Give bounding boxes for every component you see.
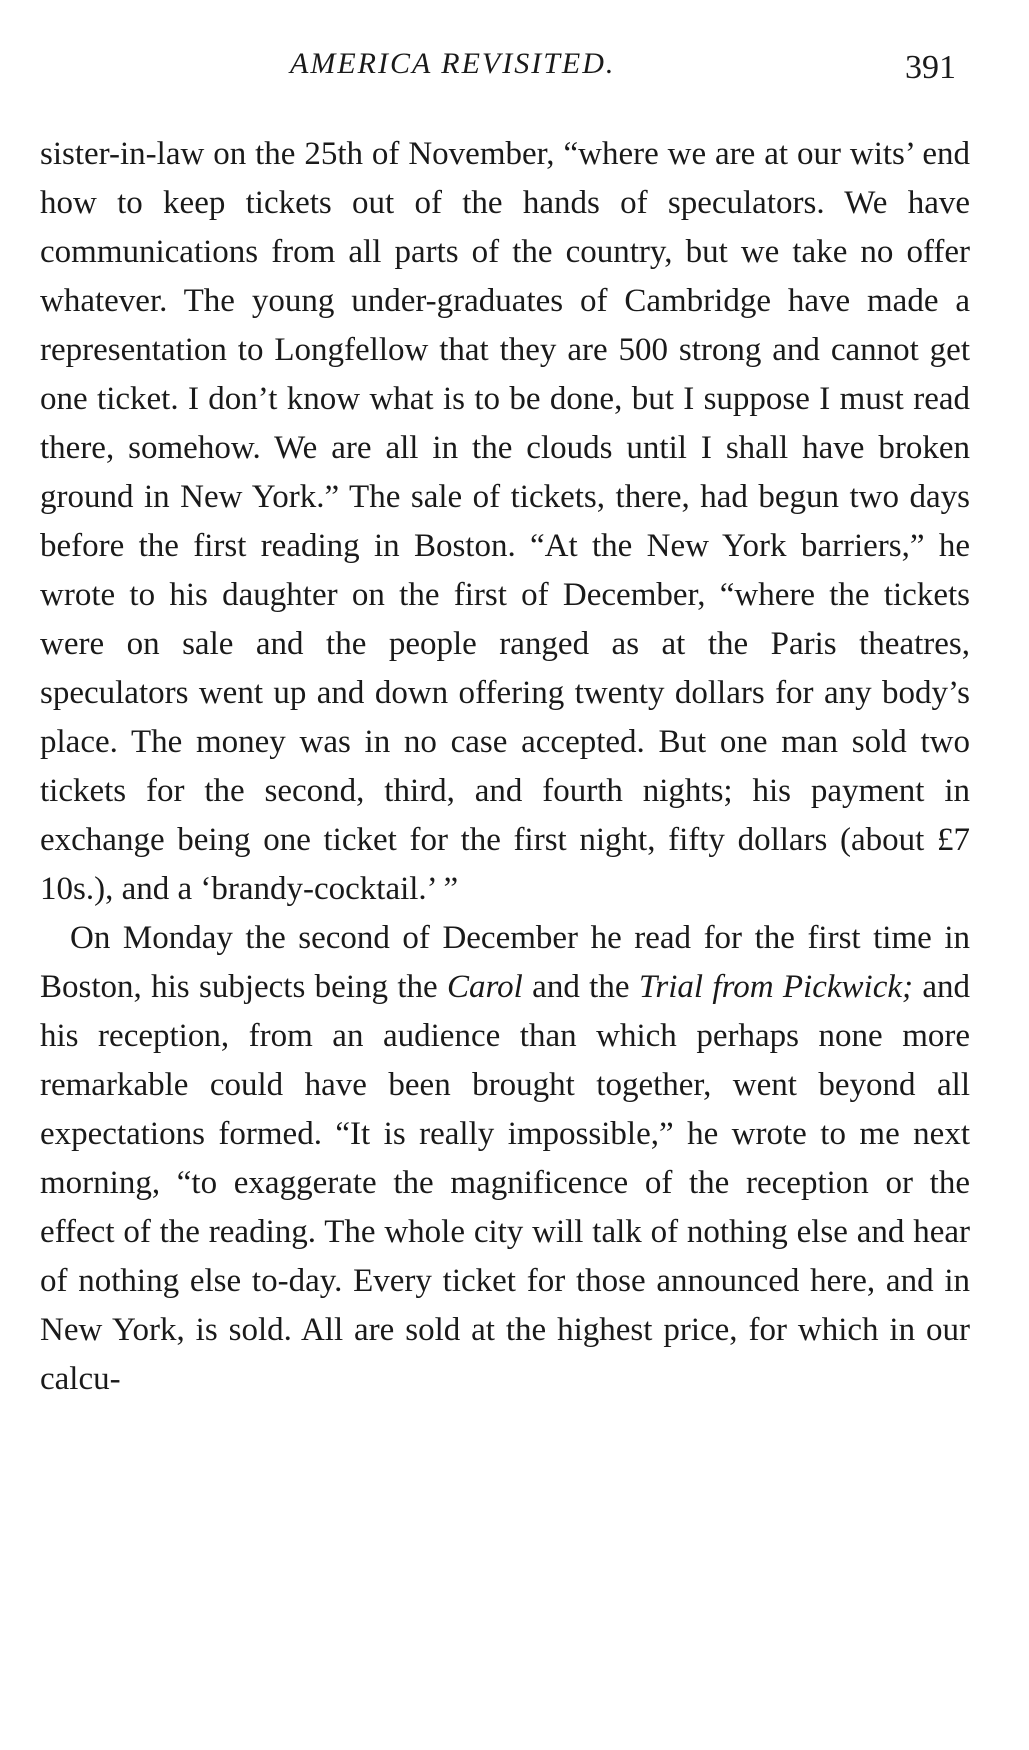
italic-title-trial-from-pickwick: Trial from Pickwick; (638, 969, 913, 1005)
paragraph-2-part-3: and his reception, from an audience than which perhaps none more remarkable could have been brought together, went beyond all expectations formed. “It is really impossible,” he wrote to me next morning, “to exaggerate the magnificence of the reception or the effect of the reading. The whole city will talk of nothing else and hear of nothing else to-day. Every ticket for those announced here, and in New York, is sold. All are sold at the highest price, for which in our calcu- (40, 969, 970, 1397)
page-number: 391 (905, 49, 956, 86)
paragraph-2 (40, 914, 970, 1404)
running-head-title: AMERICA REVISITED. (290, 47, 616, 80)
paragraph-2-part-2: and the (522, 969, 639, 1005)
paragraph-2-part-1: On Monday the second of December he read for the first time in Boston, his subjects being the (40, 920, 970, 1005)
italic-title-carol: Carol (447, 969, 523, 1005)
body-text (40, 130, 970, 1404)
paragraph-1: sister-in-law on the 25th of November, “where we are at our wits’ end how to keep tickets out of the hands of speculators. We have communications from all parts of the country, but we take no offer whatever. The young under-graduates of Cambridge have made a representation to Longfellow that they are 500 strong and cannot get one ticket. I don’t know what is to be done, but I suppose I must read there, somehow. We are all in the clouds until I shall have broken ground in New York.” The sale of tickets, there, had begun two days before the first reading in Boston. “At the New York barriers,” he wrote to his daughter on the first of December, “where the tickets were on sale and the people ranged as at the Paris theatres, speculators went up and down offering twenty dollars for any body’s place. The money was in no case accepted. But one man sold two tickets for the second, third, and fourth nights; his payment in exchange being one ticket for the first night, fifty dollars (about £7 10s.), and a ‘brandy-cocktail.’ ” (40, 136, 970, 907)
